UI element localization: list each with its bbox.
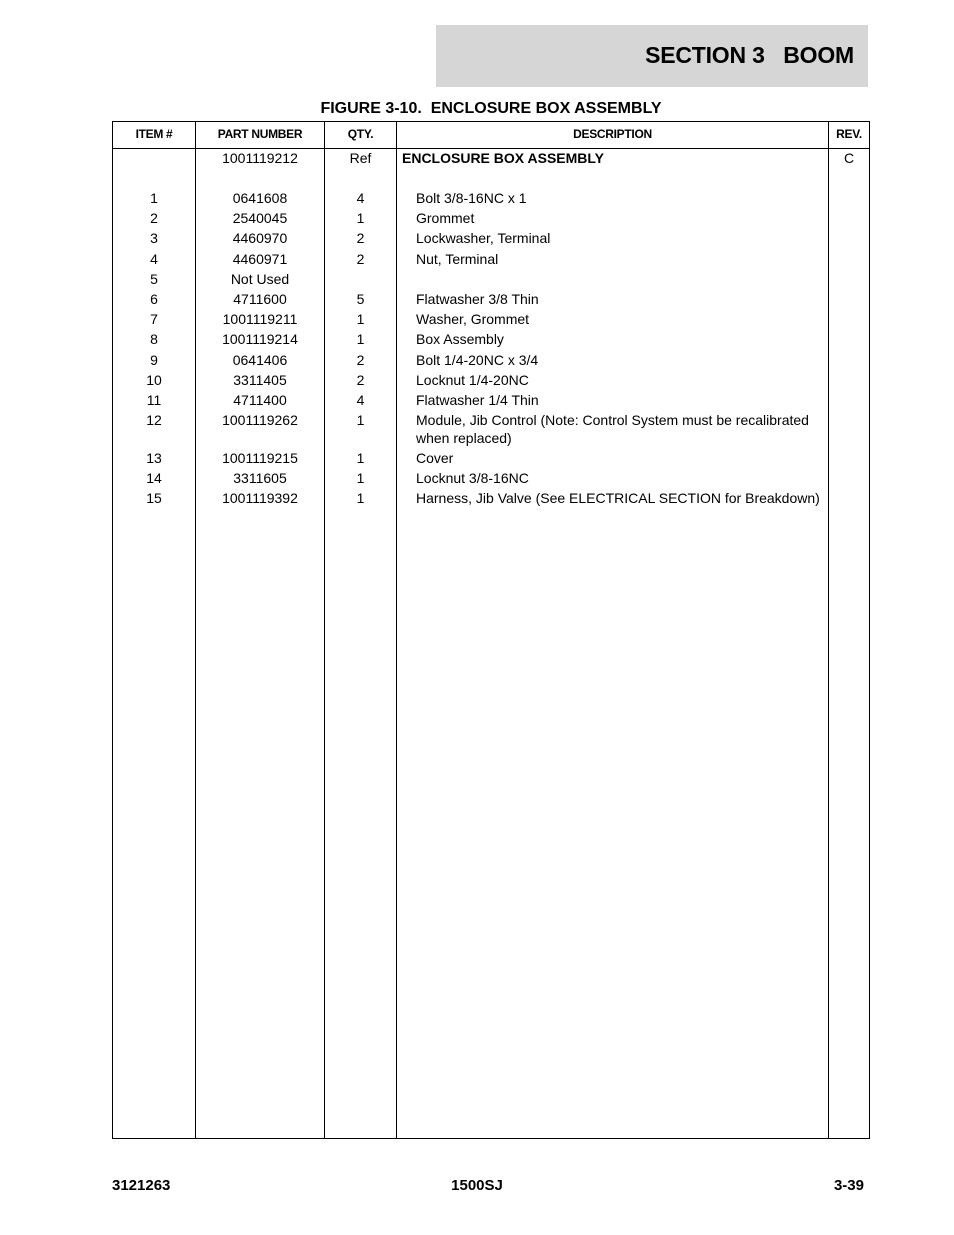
row-description: Cover <box>416 450 454 466</box>
row-description: Grommet <box>416 210 475 226</box>
row-item-number: 9 <box>150 352 158 368</box>
row-item-number: 2 <box>150 210 158 226</box>
row-part-number: 1001119392 <box>222 490 298 506</box>
row-item-number: 4 <box>150 251 158 267</box>
row-quantity: 2 <box>356 251 365 267</box>
column-divider <box>828 122 829 1138</box>
column-header-item: ITEM # <box>135 127 173 141</box>
row-part-number: 1001119211 <box>222 311 298 327</box>
row-item-number: 12 <box>146 412 162 428</box>
parts-table <box>112 121 870 1139</box>
row-description: Module, Jib Control (Note: Control System must be recalibrated when replaced) <box>416 412 809 446</box>
column-divider <box>324 122 325 1138</box>
row-description: Locknut 1/4-20NC <box>416 372 529 388</box>
row-part-number: 4460970 <box>232 230 288 246</box>
row-part-number: Not Used <box>230 271 290 287</box>
footer-model: 1500SJ <box>451 1177 503 1194</box>
row-description: Harness, Jib Valve (See ELECTRICAL SECTION for Breakdown) <box>416 490 820 506</box>
column-header-part-number: PART NUMBER <box>217 127 303 141</box>
row-item-number: 14 <box>146 470 162 486</box>
row-item-number: 15 <box>146 490 162 506</box>
row-quantity: 2 <box>356 230 365 246</box>
assembly-part-number: 1001119212 <box>222 150 298 166</box>
figure-title: FIGURE 3-10. ENCLOSURE BOX ASSEMBLY <box>320 100 662 117</box>
section-title: SECTION 3 BOOM <box>645 42 854 68</box>
row-description: Lockwasher, Terminal <box>416 230 551 246</box>
row-part-number: 1001119262 <box>222 412 298 428</box>
row-part-number: 4711400 <box>233 392 287 408</box>
row-description: Bolt 1/4-20NC x 3/4 <box>416 352 539 368</box>
column-header-rev: REV. <box>836 127 862 141</box>
row-description: Flatwasher 3/8 Thin <box>416 291 539 307</box>
row-description: Bolt 3/8-16NC x 1 <box>416 190 527 206</box>
row-part-number: 3311405 <box>233 372 287 388</box>
row-quantity: 2 <box>356 352 365 368</box>
row-part-number: 4460971 <box>232 251 288 267</box>
row-quantity: 2 <box>356 372 365 388</box>
row-quantity: 1 <box>356 311 365 327</box>
section-header <box>436 25 868 87</box>
column-header-qty: QTY. <box>347 127 374 141</box>
row-quantity: 1 <box>356 331 365 347</box>
row-item-number: 10 <box>146 372 162 388</box>
assembly-description: ENCLOSURE BOX ASSEMBLY <box>402 150 604 166</box>
row-item-number: 8 <box>150 331 158 347</box>
row-quantity: 1 <box>356 470 365 486</box>
assembly-rev: C <box>843 150 855 166</box>
row-description: Locknut 3/8-16NC <box>416 470 529 486</box>
footer-page-number: 3-39 <box>833 1177 864 1194</box>
row-quantity: 1 <box>356 450 365 466</box>
row-quantity: 1 <box>356 412 365 428</box>
row-item-number: 11 <box>146 392 162 408</box>
row-part-number: 4711600 <box>233 291 287 307</box>
row-item-number: 5 <box>150 271 158 287</box>
row-item-number: 13 <box>146 450 162 466</box>
row-description: Box Assembly <box>416 331 504 347</box>
row-quantity: 1 <box>356 490 365 506</box>
row-quantity: 4 <box>356 190 365 206</box>
row-description: Nut, Terminal <box>416 251 499 267</box>
row-description: Washer, Grommet <box>416 311 530 327</box>
footer-doc-number: 3121263 <box>112 1177 171 1194</box>
row-part-number: 0641406 <box>232 352 288 368</box>
row-description: Flatwasher 1/4 Thin <box>416 392 539 408</box>
column-header-description: DESCRIPTION <box>573 127 652 141</box>
row-item-number: 6 <box>150 291 158 307</box>
row-item-number: 1 <box>150 190 158 206</box>
row-part-number: 2540045 <box>232 210 288 226</box>
column-divider <box>396 122 397 1138</box>
row-part-number: 1001119214 <box>222 331 298 347</box>
row-quantity: 5 <box>356 291 365 307</box>
row-item-number: 3 <box>150 230 158 246</box>
row-part-number: 0641608 <box>232 190 288 206</box>
row-quantity: 4 <box>356 392 365 408</box>
assembly-qty: Ref <box>349 150 372 166</box>
row-part-number: 3311605 <box>233 470 287 486</box>
row-quantity: 1 <box>356 210 365 226</box>
row-part-number: 1001119215 <box>222 450 298 466</box>
row-item-number: 7 <box>150 311 158 327</box>
